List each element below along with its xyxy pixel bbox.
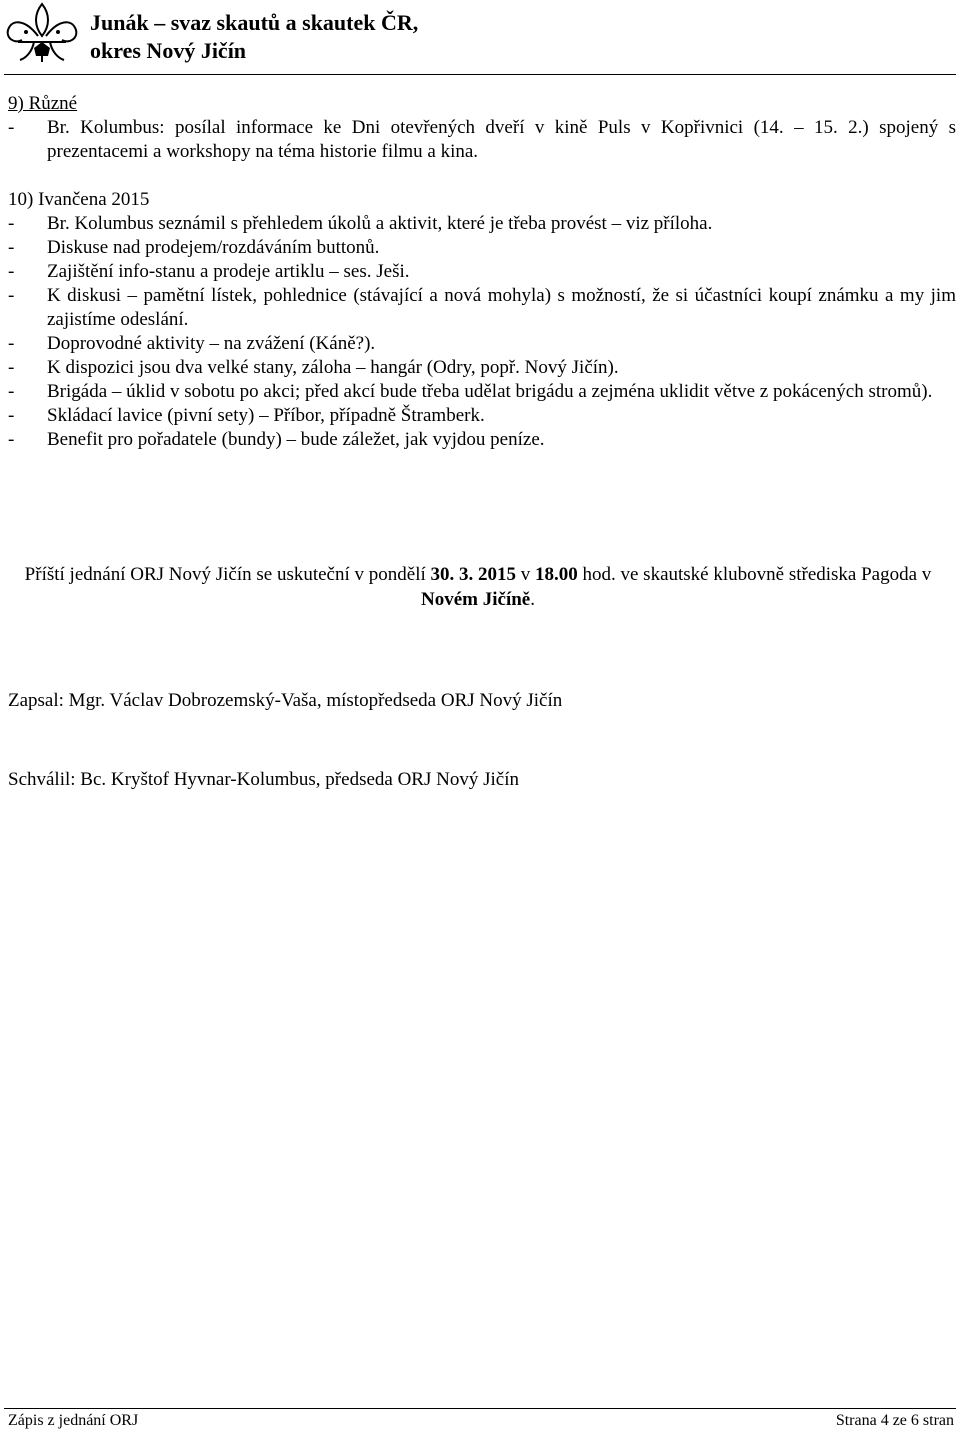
next-meeting-mid: v — [516, 564, 535, 585]
list-dash: - — [8, 117, 15, 138]
list-item-text: K dispozici jsou dva velké stany, záloha – hangár (Odry, popř. Nový Jičín). — [47, 357, 619, 378]
org-line-1: Junák – svaz skautů a skautek ČR, — [90, 10, 419, 35]
header-divider — [4, 74, 956, 75]
list-item-text: Benefit pro pořadatele (bundy) – bude záležet, jak vyjdou peníze. — [47, 429, 545, 450]
list-item — [8, 284, 956, 332]
organization-title — [90, 9, 418, 65]
next-meeting-outro: hod. ve skautské klubovně střediska Pagoda v — [577, 564, 932, 585]
list-dash: - — [8, 429, 15, 450]
list-item — [8, 236, 956, 260]
list-item-text: K diskusi – pamětní lístek, pohlednice (stávající a nová mohyla) s možností, že si účastníci koupí známku a my jim zajistíme odeslání. — [47, 285, 956, 330]
list-item — [8, 116, 956, 164]
footer-page-number: Strana 4 ze 6 stran — [835, 1412, 954, 1429]
list-dash: - — [8, 381, 15, 402]
next-meeting-date: 30. 3. 2015 — [430, 564, 516, 585]
list-item — [8, 380, 956, 404]
list-item-text: Br. Kolumbus seznámil s přehledem úkolů a aktivit, které je třeba provést – viz příloha. — [47, 213, 713, 234]
list-item — [8, 428, 956, 452]
org-line-2: okres Nový Jičín — [90, 38, 247, 63]
section-heading: 9) Různé — [8, 93, 78, 114]
list-dash: - — [8, 285, 15, 306]
list-item — [8, 332, 956, 356]
list-item-text: Brigáda – úklid v sobotu po akci; před akcí bude třeba udělat brigádu a zejména uklidit větve z pokácených stromů). — [47, 381, 933, 402]
list-item — [8, 212, 956, 236]
lily-scout-icon — [4, 2, 80, 64]
list-dash: - — [8, 405, 15, 426]
list-item-text: Zajištění info-stanu a prodeje artiklu – ses. Ješi. — [47, 261, 410, 282]
minutes-content — [8, 92, 956, 452]
list-item — [8, 260, 956, 284]
footer-divider — [4, 1408, 956, 1409]
list-item-text: Doprovodné aktivity – na zvážení (Káně?). — [47, 333, 376, 354]
list-item — [8, 404, 956, 428]
section-heading: 10) Ivančena 2015 — [8, 189, 150, 210]
list-dash: - — [8, 357, 15, 378]
next-meeting-end: . — [530, 589, 535, 610]
next-meeting-place: Novém Jičíně — [421, 589, 531, 610]
list-dash: - — [8, 333, 15, 354]
next-meeting-intro: Příští jednání ORJ Nový Jičín se uskuteční v pondělí — [24, 564, 431, 585]
next-meeting-notice — [8, 562, 948, 612]
approved-by: Schválil: Bc. Kryštof Hyvnar-Kolumbus, předseda ORJ Nový Jičín — [8, 769, 519, 790]
list-item-text: Skládací lavice (pivní sety) – Příbor, případně Štramberk. — [47, 405, 485, 426]
footer-document-title: Zápis z jednání ORJ — [8, 1412, 139, 1429]
next-meeting-time: 18.00 — [535, 564, 578, 585]
list-item-text: Diskuse nad prodejem/rozdáváním buttonů. — [47, 237, 380, 258]
section-gap — [8, 164, 956, 188]
list-item — [8, 356, 956, 380]
list-dash: - — [8, 237, 15, 258]
recorded-by: Zapsal: Mgr. Václav Dobrozemský-Vaša, místopředseda ORJ Nový Jičín — [8, 690, 563, 711]
list-dash: - — [8, 213, 15, 234]
list-item-text: Br. Kolumbus: posílal informace ke Dni otevřených dveří v kině Puls v Kopřivnici (14. – 15. 2.) spojený s prezentacemi a workshopy na téma historie filmu a kina. — [47, 117, 956, 162]
list-dash: - — [8, 261, 15, 282]
